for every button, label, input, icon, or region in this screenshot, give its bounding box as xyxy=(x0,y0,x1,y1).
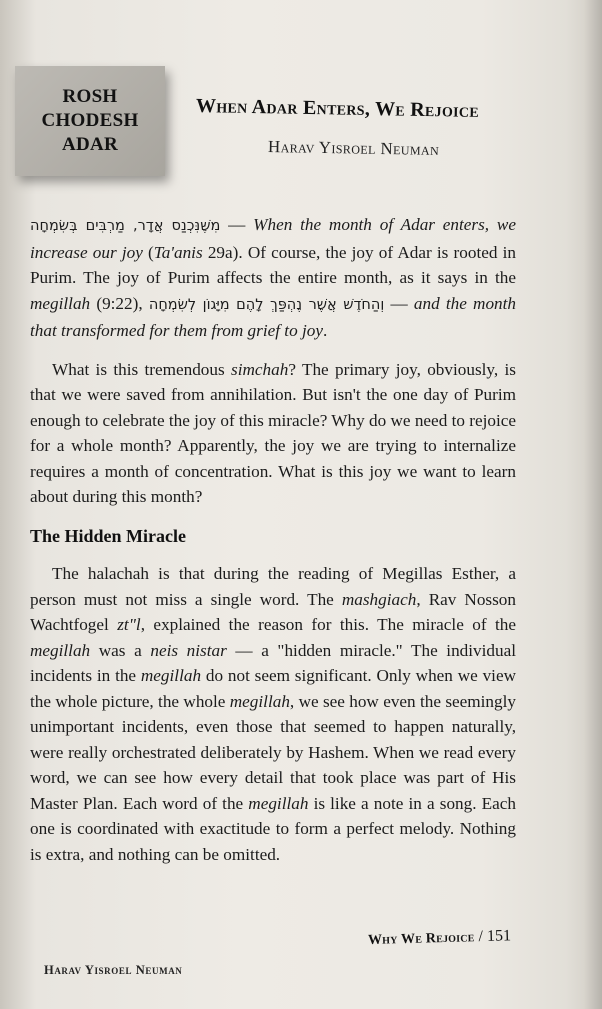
translation: When the month of Adar enters, we increase our joy xyxy=(30,215,516,262)
term: neis nistar xyxy=(150,640,227,660)
text-run: do not seem significant. Only when we view the whole picture, the whole xyxy=(30,666,516,711)
badge-line: ROSH xyxy=(62,86,118,107)
term: megillah xyxy=(248,793,309,813)
article-author: Harav Yisroel Neuman xyxy=(267,137,440,159)
paragraph xyxy=(30,357,516,510)
text-run: was a xyxy=(90,640,151,660)
translation: and the month that transformed for them from grief to joy xyxy=(30,293,516,340)
term: zt"l xyxy=(117,615,141,634)
text-run: 29a). Of course, the joy of Adar is rooted in Purim. The joy of Purim affects the entire month, as it says in the xyxy=(30,242,516,287)
text-run: is like a note in a song. Each one is coordinated with exactitude to form a perfect melody. Nothing is extra, and nothing can be omitted. xyxy=(30,793,516,864)
term: megillah xyxy=(229,691,290,711)
badge-line: CHODESH xyxy=(41,110,139,131)
text-run: , we see how even the seemingly unimportant incidents, even those that seemed to happen naturally, were really orchestrated deliberately by Hashem. When we read every word, we can see how every detail that took place was part of His Master Plan. Each word of the xyxy=(30,691,516,813)
running-title: Why We Rejoice xyxy=(367,930,475,948)
section-badge xyxy=(15,66,165,176)
term: simchah xyxy=(231,359,289,379)
page-number: 151 xyxy=(486,927,512,945)
text-run: The halachah is that during the reading of Megillas Esther, a person must not miss a single word. The xyxy=(30,564,516,609)
text-run: ? The primary joy, obviously, is that we were saved from annihilation. But isn't the one day of Purim enough to celebrate the joy of this miracle? Why do we need to rejoice for a whole month? Apparently, the joy we are trying to internalize requires a month of concentration. What is this joy we want to learn about during this month? xyxy=(30,359,516,506)
separator: / xyxy=(474,927,488,946)
hebrew-quote: וְהַחֹדֶשׁ אֲשֶׁר נֶהְפַּךְ לָהֶם מִיָּגוֹן לְשִׂמְחָה xyxy=(148,296,385,313)
text-run: (9:22), xyxy=(90,293,149,313)
paragraph xyxy=(30,561,516,867)
term: megillah xyxy=(140,666,202,685)
running-header xyxy=(368,927,511,949)
paragraph xyxy=(30,212,516,344)
section-heading: The Hidden Miracle xyxy=(30,525,186,546)
text-run: — a "hidden miracle." The individual incidents in the xyxy=(30,640,517,685)
term: megillah xyxy=(30,293,91,313)
text-run: . xyxy=(322,321,328,340)
article-body xyxy=(30,212,516,867)
dash: — xyxy=(384,293,414,313)
dash: — xyxy=(220,215,254,234)
footer-author: Harav Yisroel Neuman xyxy=(44,963,183,977)
page-edge-shadow xyxy=(584,0,602,1009)
term: mashgiach xyxy=(341,589,417,609)
source-ref: Ta'anis xyxy=(153,242,203,262)
text-run: , explained the reason for this. The miracle of the xyxy=(140,615,517,634)
term: megillah xyxy=(30,640,91,660)
text-run: What is this tremendous xyxy=(52,359,232,379)
hebrew-quote: מִשֶּׁנִּכְנַס אֲדָר, מַרְבִּים בְּשִׂמְחָה xyxy=(30,218,221,234)
text-run: , Rav Nosson Wachtfogel xyxy=(30,589,516,634)
badge-line: ADAR xyxy=(61,134,119,155)
text-run: ( xyxy=(142,242,154,262)
article-title: When Adar Enters, We Rejoice xyxy=(195,95,480,122)
